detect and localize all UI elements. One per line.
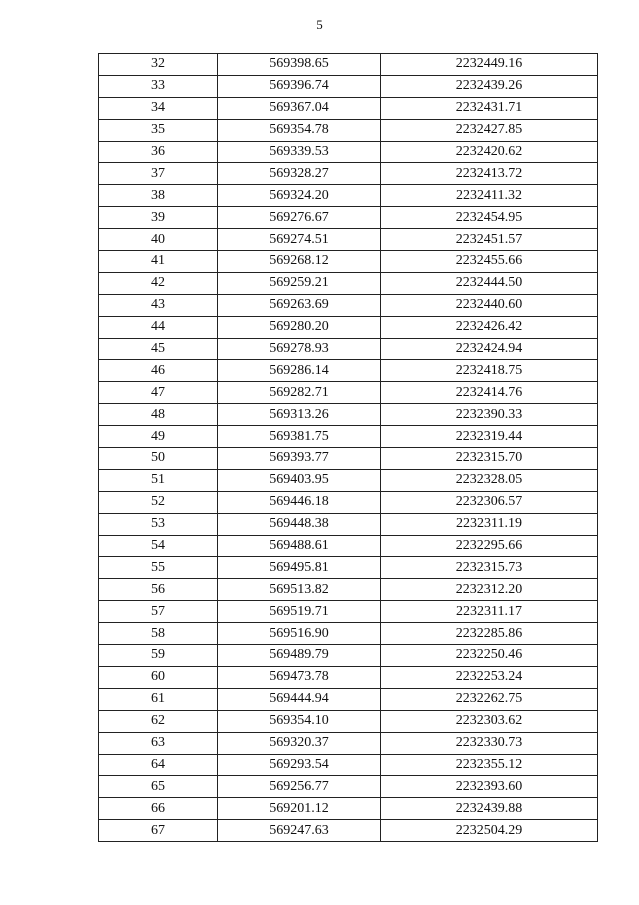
table-row <box>99 207 598 229</box>
table-row <box>99 316 598 338</box>
table-row <box>99 557 598 579</box>
point-number-cell: 66 <box>99 798 218 820</box>
y-coordinate-cell: 2232504.29 <box>381 820 598 842</box>
y-coordinate-cell: 2232420.62 <box>381 141 598 163</box>
point-number-cell: 64 <box>99 754 218 776</box>
point-number-cell: 55 <box>99 557 218 579</box>
table-row <box>99 294 598 316</box>
y-coordinate-cell: 2232303.62 <box>381 710 598 732</box>
point-number-cell: 60 <box>99 666 218 688</box>
point-number-cell: 40 <box>99 229 218 251</box>
y-coordinate-cell: 2232328.05 <box>381 469 598 491</box>
point-number-cell: 54 <box>99 535 218 557</box>
table-row <box>99 404 598 426</box>
x-coordinate-cell: 569489.79 <box>218 645 381 667</box>
x-coordinate-cell: 569259.21 <box>218 272 381 294</box>
x-coordinate-cell: 569313.26 <box>218 404 381 426</box>
point-number-cell: 50 <box>99 448 218 470</box>
point-number-cell: 52 <box>99 491 218 513</box>
x-coordinate-cell: 569201.12 <box>218 798 381 820</box>
point-number-cell: 59 <box>99 645 218 667</box>
point-number-cell: 62 <box>99 710 218 732</box>
x-coordinate-cell: 569398.65 <box>218 54 381 76</box>
table-row <box>99 688 598 710</box>
x-coordinate-cell: 569339.53 <box>218 141 381 163</box>
x-coordinate-cell: 569268.12 <box>218 251 381 273</box>
x-coordinate-cell: 569328.27 <box>218 163 381 185</box>
table-row <box>99 141 598 163</box>
table-row <box>99 513 598 535</box>
y-coordinate-cell: 2232355.12 <box>381 754 598 776</box>
y-coordinate-cell: 2232440.60 <box>381 294 598 316</box>
y-coordinate-cell: 2232451.57 <box>381 229 598 251</box>
point-number-cell: 56 <box>99 579 218 601</box>
point-number-cell: 43 <box>99 294 218 316</box>
point-number-cell: 51 <box>99 469 218 491</box>
y-coordinate-cell: 2232285.86 <box>381 623 598 645</box>
y-coordinate-cell: 2232411.32 <box>381 185 598 207</box>
point-number-cell: 38 <box>99 185 218 207</box>
point-number-cell: 49 <box>99 426 218 448</box>
point-number-cell: 45 <box>99 338 218 360</box>
x-coordinate-cell: 569278.93 <box>218 338 381 360</box>
point-number-cell: 42 <box>99 272 218 294</box>
y-coordinate-cell: 2232449.16 <box>381 54 598 76</box>
point-number-cell: 36 <box>99 141 218 163</box>
table-row <box>99 75 598 97</box>
y-coordinate-cell: 2232311.19 <box>381 513 598 535</box>
table-row <box>99 645 598 667</box>
x-coordinate-cell: 569293.54 <box>218 754 381 776</box>
x-coordinate-cell: 569488.61 <box>218 535 381 557</box>
point-number-cell: 32 <box>99 54 218 76</box>
y-coordinate-cell: 2232431.71 <box>381 97 598 119</box>
table-row <box>99 54 598 76</box>
point-number-cell: 35 <box>99 119 218 141</box>
x-coordinate-cell: 569495.81 <box>218 557 381 579</box>
x-coordinate-cell: 569280.20 <box>218 316 381 338</box>
y-coordinate-cell: 2232427.85 <box>381 119 598 141</box>
point-number-cell: 57 <box>99 601 218 623</box>
point-number-cell: 61 <box>99 688 218 710</box>
table-row <box>99 579 598 601</box>
point-number-cell: 48 <box>99 404 218 426</box>
y-coordinate-cell: 2232315.73 <box>381 557 598 579</box>
y-coordinate-cell: 2232312.20 <box>381 579 598 601</box>
x-coordinate-cell: 569393.77 <box>218 448 381 470</box>
x-coordinate-cell: 569324.20 <box>218 185 381 207</box>
table-row <box>99 535 598 557</box>
table-row <box>99 754 598 776</box>
x-coordinate-cell: 569247.63 <box>218 820 381 842</box>
x-coordinate-cell: 569403.95 <box>218 469 381 491</box>
x-coordinate-cell: 569320.37 <box>218 732 381 754</box>
point-number-cell: 67 <box>99 820 218 842</box>
y-coordinate-cell: 2232414.76 <box>381 382 598 404</box>
point-number-cell: 65 <box>99 776 218 798</box>
x-coordinate-cell: 569354.10 <box>218 710 381 732</box>
table-row <box>99 272 598 294</box>
x-coordinate-cell: 569274.51 <box>218 229 381 251</box>
y-coordinate-cell: 2232306.57 <box>381 491 598 513</box>
page-number: 5 <box>316 17 323 32</box>
x-coordinate-cell: 569448.38 <box>218 513 381 535</box>
table-row <box>99 732 598 754</box>
x-coordinate-cell: 569354.78 <box>218 119 381 141</box>
y-coordinate-cell: 2232319.44 <box>381 426 598 448</box>
table-row <box>99 448 598 470</box>
table-row <box>99 776 598 798</box>
table-row <box>99 820 598 842</box>
x-coordinate-cell: 569263.69 <box>218 294 381 316</box>
x-coordinate-cell: 569516.90 <box>218 623 381 645</box>
x-coordinate-cell: 569473.78 <box>218 666 381 688</box>
point-number-cell: 37 <box>99 163 218 185</box>
y-coordinate-cell: 2232295.66 <box>381 535 598 557</box>
coordinates-table <box>98 53 598 842</box>
x-coordinate-cell: 569256.77 <box>218 776 381 798</box>
x-coordinate-cell: 569367.04 <box>218 97 381 119</box>
point-number-cell: 58 <box>99 623 218 645</box>
y-coordinate-cell: 2232262.75 <box>381 688 598 710</box>
y-coordinate-cell: 2232424.94 <box>381 338 598 360</box>
y-coordinate-cell: 2232439.26 <box>381 75 598 97</box>
table-row <box>99 163 598 185</box>
table-row <box>99 338 598 360</box>
point-number-cell: 34 <box>99 97 218 119</box>
y-coordinate-cell: 2232413.72 <box>381 163 598 185</box>
table-row <box>99 360 598 382</box>
y-coordinate-cell: 2232250.46 <box>381 645 598 667</box>
point-number-cell: 44 <box>99 316 218 338</box>
y-coordinate-cell: 2232454.95 <box>381 207 598 229</box>
y-coordinate-cell: 2232444.50 <box>381 272 598 294</box>
table-row <box>99 491 598 513</box>
y-coordinate-cell: 2232330.73 <box>381 732 598 754</box>
x-coordinate-cell: 569286.14 <box>218 360 381 382</box>
point-number-cell: 46 <box>99 360 218 382</box>
x-coordinate-cell: 569276.67 <box>218 207 381 229</box>
y-coordinate-cell: 2232390.33 <box>381 404 598 426</box>
point-number-cell: 53 <box>99 513 218 535</box>
table-body <box>99 54 598 842</box>
point-number-cell: 63 <box>99 732 218 754</box>
y-coordinate-cell: 2232439.88 <box>381 798 598 820</box>
table-row <box>99 97 598 119</box>
table-row <box>99 426 598 448</box>
y-coordinate-cell: 2232393.60 <box>381 776 598 798</box>
point-number-cell: 41 <box>99 251 218 273</box>
table-row <box>99 710 598 732</box>
y-coordinate-cell: 2232418.75 <box>381 360 598 382</box>
x-coordinate-cell: 569396.74 <box>218 75 381 97</box>
table-row <box>99 251 598 273</box>
table-row <box>99 469 598 491</box>
x-coordinate-cell: 569519.71 <box>218 601 381 623</box>
x-coordinate-cell: 569381.75 <box>218 426 381 448</box>
table-row <box>99 382 598 404</box>
y-coordinate-cell: 2232455.66 <box>381 251 598 273</box>
table-row <box>99 601 598 623</box>
x-coordinate-cell: 569444.94 <box>218 688 381 710</box>
table-row <box>99 119 598 141</box>
point-number-cell: 47 <box>99 382 218 404</box>
x-coordinate-cell: 569446.18 <box>218 491 381 513</box>
y-coordinate-cell: 2232311.17 <box>381 601 598 623</box>
table-row <box>99 798 598 820</box>
y-coordinate-cell: 2232253.24 <box>381 666 598 688</box>
table-row <box>99 185 598 207</box>
x-coordinate-cell: 569282.71 <box>218 382 381 404</box>
table-row <box>99 229 598 251</box>
table-row <box>99 666 598 688</box>
table-row <box>99 623 598 645</box>
y-coordinate-cell: 2232426.42 <box>381 316 598 338</box>
y-coordinate-cell: 2232315.70 <box>381 448 598 470</box>
x-coordinate-cell: 569513.82 <box>218 579 381 601</box>
point-number-cell: 39 <box>99 207 218 229</box>
point-number-cell: 33 <box>99 75 218 97</box>
